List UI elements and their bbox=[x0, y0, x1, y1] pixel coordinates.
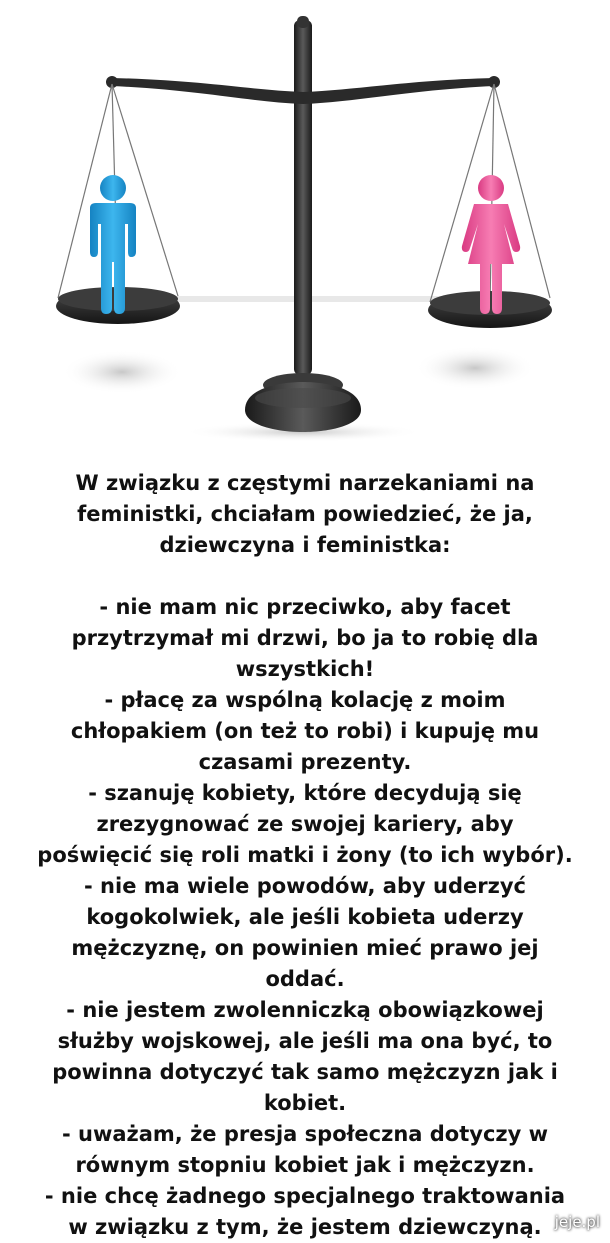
text-line: - szanuję kobiety, które decydują się bbox=[88, 781, 522, 805]
text-line: równym stopniu kobiet jak i mężczyzn. bbox=[75, 1153, 535, 1177]
scale-pole bbox=[294, 20, 312, 375]
text-line: w związku z tym, że jestem dziewczyną. bbox=[68, 1215, 542, 1239]
text-line: - nie jestem zwolenniczką obowiązkowej bbox=[66, 998, 544, 1022]
text-line: - nie ma wiele powodów, aby uderzyć bbox=[84, 874, 526, 898]
scale-illustration bbox=[0, 0, 610, 445]
text-line: służby wojskowej, ale jeśli ma ona być, to bbox=[57, 1029, 553, 1053]
text-line: zrezygnować ze swojej kariery, aby bbox=[96, 812, 514, 836]
text-line: - uważam, że presja społeczna dotyczy w bbox=[61, 1122, 549, 1146]
text-line: kogokolwiek, ale jeśli kobieta uderzy bbox=[86, 905, 524, 929]
left-pan-shadow bbox=[62, 350, 182, 394]
text-line: kobiet. bbox=[263, 1091, 347, 1115]
text-line: W związku z częstymi narzekaniami na bbox=[75, 471, 535, 495]
text-line: mężczyznę, on powinien mieć prawo jej bbox=[71, 936, 539, 960]
watermark bbox=[555, 1213, 600, 1231]
text-line: oddać. bbox=[265, 967, 345, 991]
text-line: powinna dotyczyć tak samo mężczyzn jak i bbox=[52, 1060, 558, 1084]
text-line: - nie chcę żadnego specjalnego traktowania bbox=[44, 1184, 566, 1208]
text-line: wszystkich! bbox=[235, 657, 375, 681]
text-line: czasami prezenty. bbox=[198, 750, 412, 774]
text-line: - płacę za wspólną kolację z moim bbox=[104, 688, 506, 712]
watermark-suffix: jeje.pl bbox=[554, 1213, 600, 1231]
text-line: chłopakiem (on też to robi) i kupuję mu bbox=[70, 719, 540, 743]
post-text bbox=[8, 468, 602, 1243]
blank-line bbox=[8, 561, 602, 592]
text-line: poświęcić się roli matki i żony (to ich wybór). bbox=[37, 843, 573, 867]
text-line: - nie mam nic przeciwko, aby facet bbox=[99, 595, 511, 619]
right-pan-shadow bbox=[415, 346, 535, 390]
text-line: dziewczyna i feministka: bbox=[159, 533, 451, 557]
text-line: przytrzymał mi drzwi, bo ja to robię dla bbox=[71, 626, 539, 650]
text-line: feministki, chciałam powiedzieć, że ja, bbox=[77, 502, 533, 526]
